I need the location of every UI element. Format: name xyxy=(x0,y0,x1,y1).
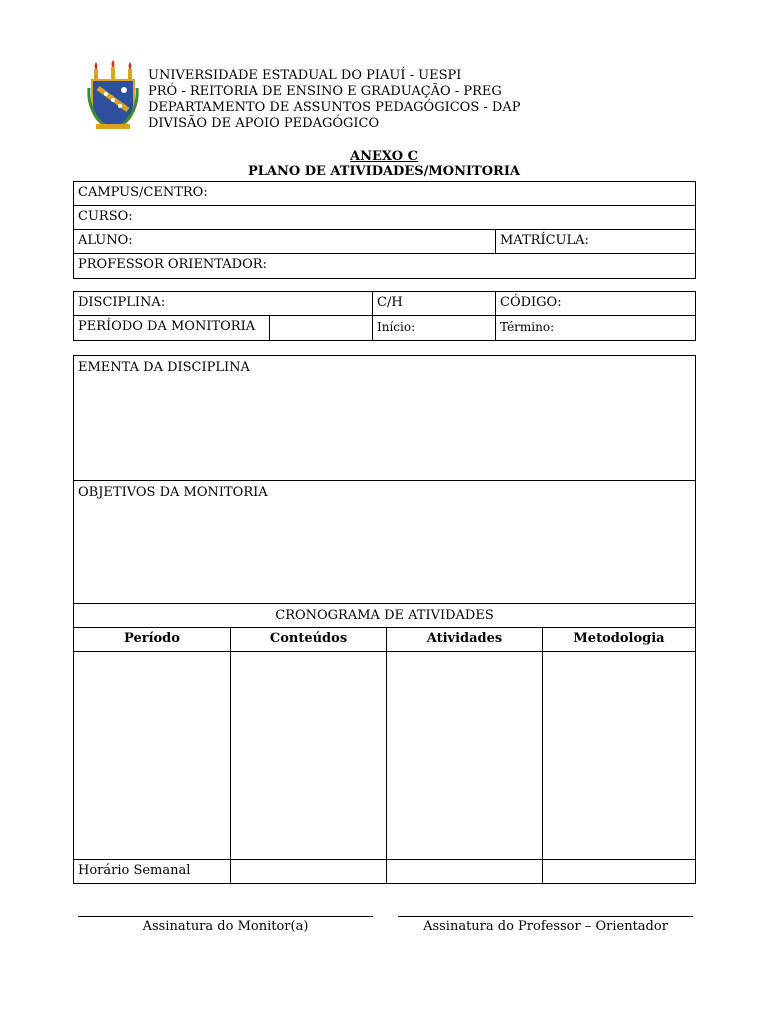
header-division: DIVISÃO DE APOIO PEDAGÓGICO xyxy=(148,116,380,131)
aluno-field[interactable]: ALUNO: xyxy=(78,233,133,248)
curso-field[interactable]: CURSO: xyxy=(78,209,133,224)
horario-cell-3[interactable] xyxy=(542,860,695,883)
header-dap: DEPARTAMENTO DE ASSUNTOS PEDAGÓGICOS - DAP xyxy=(148,100,521,115)
matricula-field[interactable]: MATRÍCULA: xyxy=(495,230,695,253)
objetivos-label: OBJETIVOS DA MONITORIA xyxy=(78,485,268,500)
periodo-value[interactable] xyxy=(269,316,372,340)
codigo-field[interactable]: CÓDIGO: xyxy=(495,292,695,315)
discipline-table xyxy=(73,291,696,341)
horario-label: Horário Semanal xyxy=(78,863,191,878)
schedule-footer-row xyxy=(74,860,695,883)
identification-table xyxy=(73,181,696,279)
professor-field[interactable]: PROFESSOR ORIENTADOR: xyxy=(78,257,267,272)
professor-signature-label: Assinatura do Professor – Orientador xyxy=(423,919,668,934)
ch-field[interactable]: C/H xyxy=(372,292,495,315)
monitor-signature-label: Assinatura do Monitor(a) xyxy=(142,919,309,934)
horario-cell-1[interactable] xyxy=(230,860,386,883)
periodo-cell[interactable] xyxy=(74,652,230,859)
monitor-signature-line[interactable] xyxy=(78,916,373,917)
plan-table xyxy=(73,355,696,884)
header-preg: PRÓ - REITORIA DE ENSINO E GRADUAÇÃO - PREG xyxy=(148,84,502,99)
cronograma-label: CRONOGRAMA DE ATIVIDADES xyxy=(275,608,494,623)
horario-cell-2[interactable] xyxy=(386,860,542,883)
col-metodologia: Metodologia xyxy=(542,628,695,651)
annex-title: ANEXO C xyxy=(350,149,418,164)
objetivos-section[interactable] xyxy=(74,481,695,604)
col-periodo: Período xyxy=(124,631,180,646)
col-atividades: Atividades xyxy=(386,628,542,651)
schedule-body-row xyxy=(74,652,695,860)
inicio-field[interactable]: Início: xyxy=(372,316,495,340)
plan-title: PLANO DE ATIVIDADES/MONITORIA xyxy=(247,164,521,179)
campus-field[interactable]: CAMPUS/CENTRO: xyxy=(78,185,208,200)
ementa-section[interactable] xyxy=(74,356,695,481)
professor-signature-line[interactable] xyxy=(398,916,693,917)
ementa-label: EMENTA DA DISCIPLINA xyxy=(78,360,250,375)
header-university: UNIVERSIDADE ESTADUAL DO PIAUÍ - UESPI xyxy=(148,68,462,83)
col-conteudos: Conteúdos xyxy=(230,628,386,651)
cronograma-header xyxy=(74,604,695,628)
periodo-label: PERÍODO DA MONITORIA xyxy=(78,319,256,334)
university-crest-icon xyxy=(86,58,140,134)
conteudos-cell[interactable] xyxy=(230,652,386,859)
disciplina-field[interactable]: DISCIPLINA: xyxy=(78,295,166,310)
atividades-cell[interactable] xyxy=(386,652,542,859)
termino-field[interactable]: Término: xyxy=(495,316,695,340)
metodologia-cell[interactable] xyxy=(542,652,695,859)
schedule-header-row xyxy=(74,628,695,652)
